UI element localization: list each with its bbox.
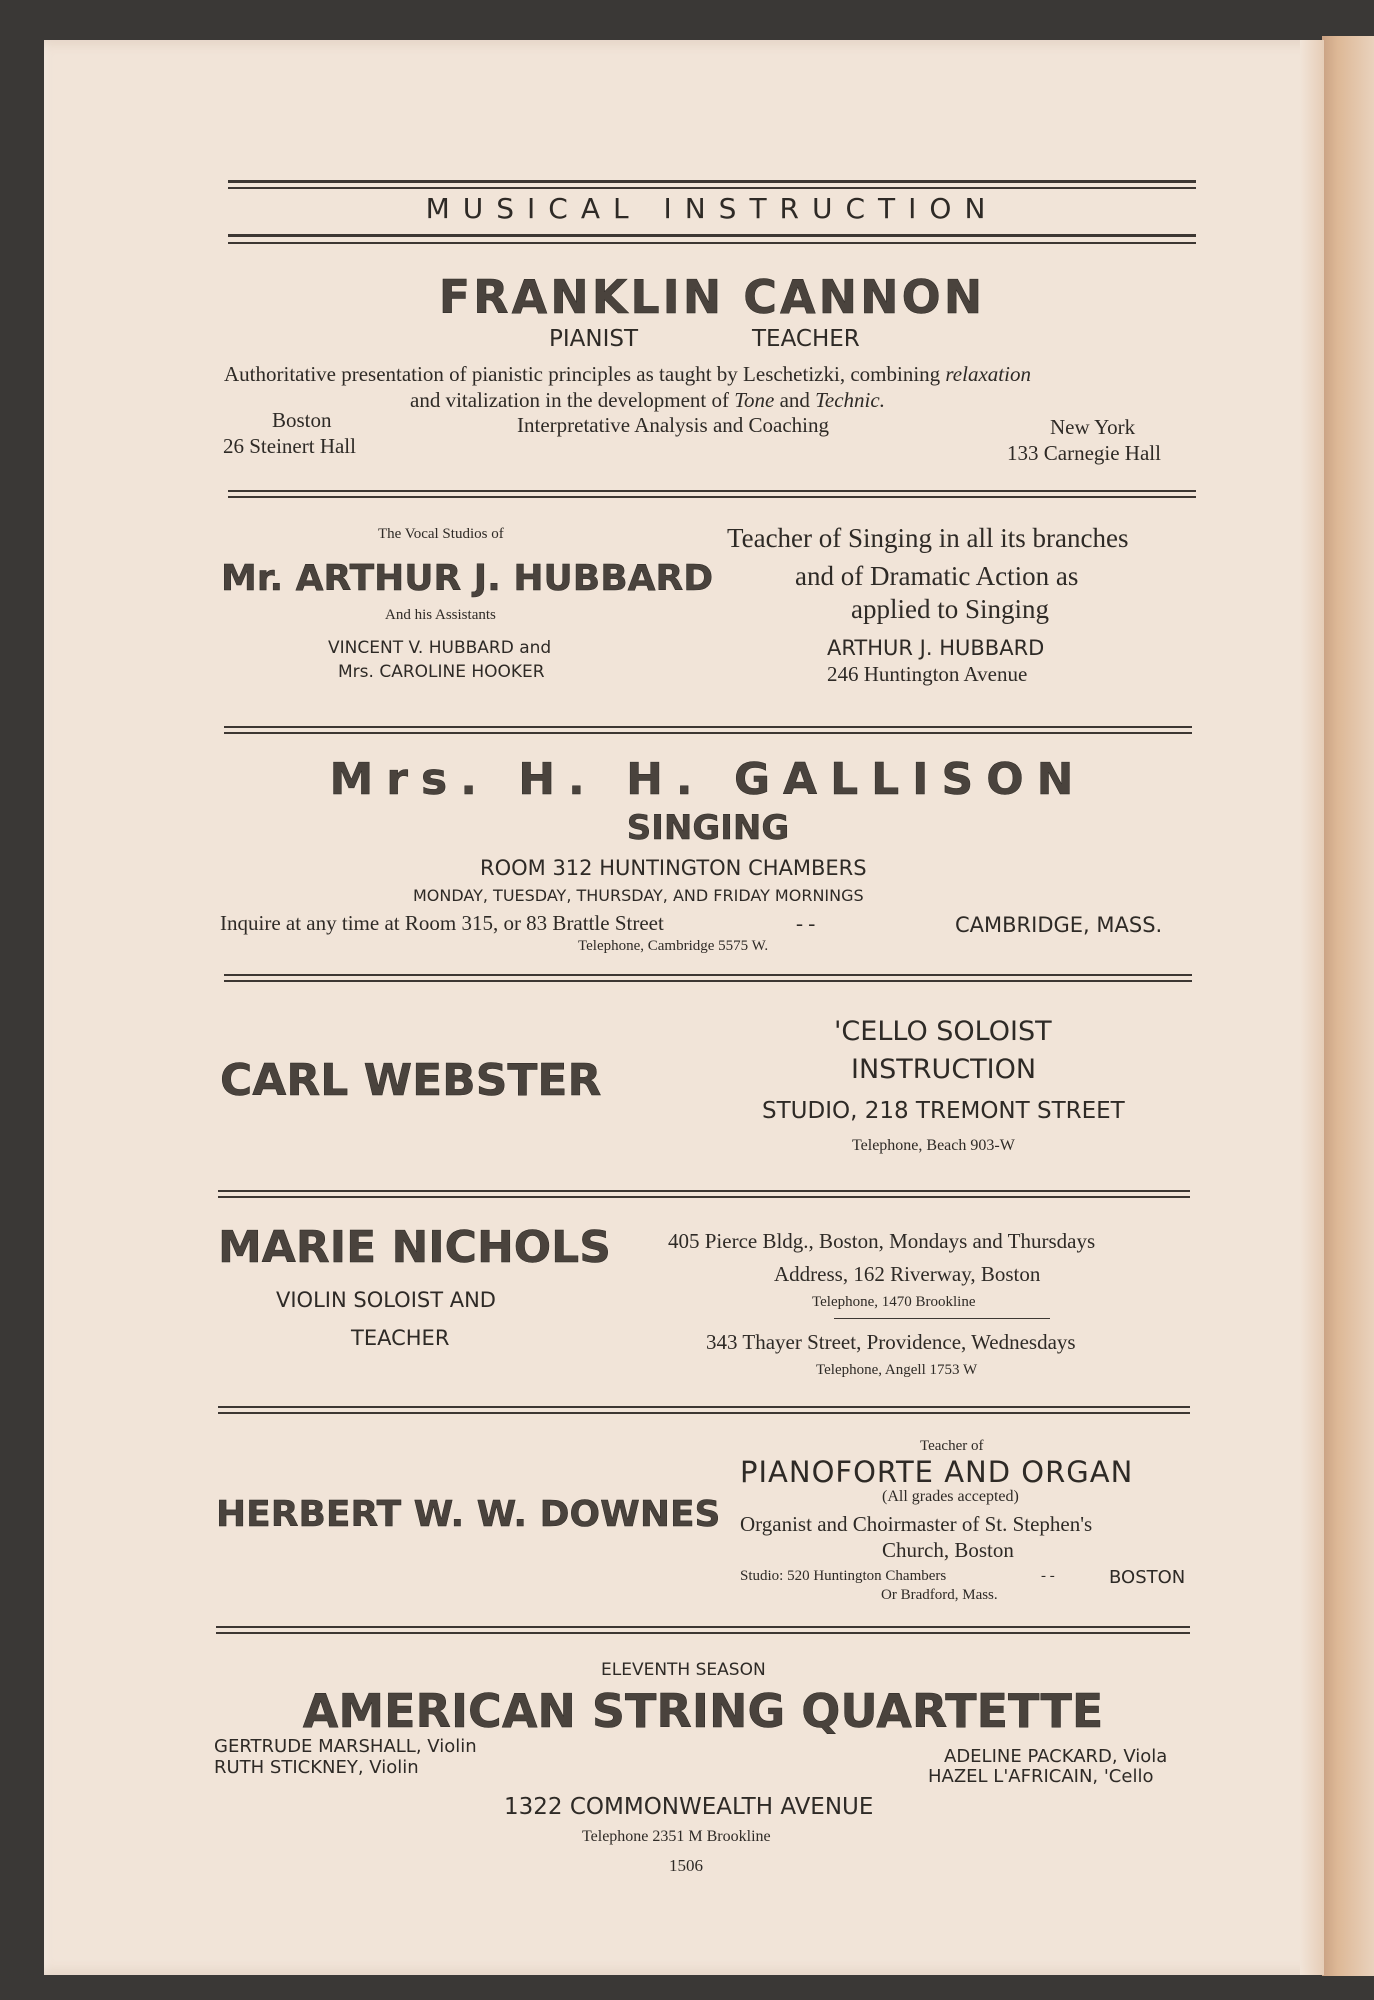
downes-teacher-of: Teacher of: [920, 1438, 984, 1454]
webster-telephone: Telephone, Beach 903-W: [852, 1137, 1015, 1154]
divider-5a: [218, 1406, 1190, 1408]
cannon-desc-text: Authoritative presentation of pianistic principles as taught by Leschetizki, combining: [224, 362, 946, 386]
hubbard-right-name: ARTHUR J. HUBBARD: [827, 636, 1045, 660]
divider-5b: [218, 1412, 1190, 1414]
quartette-name: AMERICAN STRING QUARTETTE: [302, 1684, 1104, 1738]
divider-6a: [216, 1626, 1190, 1628]
header-rule-bottom-1: [228, 234, 1196, 237]
nichols-address-2: Address, 162 Riverway, Boston: [774, 1262, 1041, 1286]
header-rule-top-1: [228, 180, 1196, 183]
hubbard-right-line-2: and of Dramatic Action as: [795, 561, 1079, 591]
gallison-dash: - -: [796, 911, 816, 935]
cannon-desc-and: and: [774, 388, 816, 412]
nichols-telephone-1: Telephone, 1470 Brookline: [812, 1294, 976, 1310]
cannon-description-line-2: [410, 388, 885, 413]
cannon-center-line: Interpretative Analysis and Coaching: [517, 413, 829, 437]
hubbard-right-address: 246 Huntington Avenue: [827, 662, 1028, 686]
nichols-address-3: 343 Thayer Street, Providence, Wednesdays: [706, 1330, 1076, 1354]
divider-2a: [224, 726, 1192, 728]
hubbard-name: Mr. ARTHUR J. HUBBARD: [221, 558, 714, 599]
divider-3b: [224, 980, 1192, 982]
gallison-days: MONDAY, TUESDAY, THURSDAY, AND FRIDAY MORNINGS: [413, 886, 864, 905]
cannon-left-address: 26 Steinert Hall: [223, 434, 356, 458]
hubbard-right-line-3: applied to Singing: [851, 594, 1049, 624]
cannon-role-pianist: PIANIST: [549, 326, 639, 352]
hubbard-right-line-1: Teacher of Singing in all its branches: [727, 523, 1129, 553]
downes-city: BOSTON: [1109, 1567, 1186, 1588]
adjacent-page-edge: [1322, 36, 1374, 1976]
page-number: 1506: [669, 1856, 703, 1875]
gallison-subject: SINGING: [626, 808, 790, 848]
gallison-room: ROOM 312 HUNTINGTON CHAMBERS: [480, 856, 867, 880]
gallison-inquire: Inquire at any time at Room 315, or 83 Brattle Street: [220, 911, 664, 935]
nichols-name: MARIE NICHOLS: [218, 1222, 611, 1273]
webster-line-1: 'CELLO SOLOIST: [834, 1016, 1052, 1047]
quartette-address: 1322 COMMONWEALTH AVENUE: [504, 1794, 874, 1820]
header-rule-bottom-2: [228, 242, 1196, 244]
quartette-member-left-1: GERTRUDE MARSHALL, Violin: [214, 1736, 477, 1757]
downes-grades: (All grades accepted): [882, 1488, 1019, 1505]
page-gutter-shadow: [1300, 40, 1324, 1975]
cannon-name: FRANKLIN CANNON: [438, 270, 986, 324]
cannon-desc-relaxation: relaxation: [945, 362, 1031, 386]
cannon-desc-technic: Technic.: [815, 388, 885, 412]
cannon-right-city: New York: [1050, 415, 1136, 439]
header-rule-top-2: [228, 187, 1196, 189]
page-title: MUSICAL INSTRUCTION: [425, 192, 999, 225]
webster-name: CARL WEBSTER: [220, 1055, 602, 1106]
divider-1a: [228, 490, 1196, 492]
quartette-member-right-2: HAZEL L'AFRICAIN, 'Cello: [928, 1766, 1154, 1787]
downes-bradford: Or Bradford, Mass.: [881, 1587, 998, 1603]
cannon-desc-tone: Tone: [734, 388, 775, 412]
divider-2b: [224, 732, 1192, 734]
cannon-desc-text-2: and vitalization in the development of: [410, 388, 735, 412]
hubbard-intro: The Vocal Studios of: [378, 526, 504, 542]
cannon-description-line-1: [224, 362, 1031, 387]
divider-3a: [224, 974, 1192, 976]
quartette-telephone: Telephone 2351 M Brookline: [582, 1828, 771, 1845]
cannon-role-teacher: TEACHER: [752, 326, 860, 352]
nichols-telephone-2: Telephone, Angell 1753 W: [816, 1362, 978, 1378]
hubbard-assistant-2: Mrs. CAROLINE HOOKER: [338, 662, 545, 682]
nichols-sub-2: TEACHER: [351, 1326, 450, 1350]
divider-4a: [218, 1190, 1190, 1192]
hubbard-assistants-label: And his Assistants: [385, 607, 496, 623]
quartette-member-right-1: ADELINE PACKARD, Viola: [944, 1746, 1168, 1767]
quartette-member-left-2: RUTH STICKNEY, Violin: [214, 1757, 419, 1778]
divider-6b: [216, 1632, 1190, 1634]
divider-4b: [218, 1196, 1190, 1198]
cannon-right-address: 133 Carnegie Hall: [1007, 441, 1161, 465]
downes-studio: Studio: 520 Huntington Chambers: [740, 1568, 947, 1584]
gallison-name: Mrs. H. H. GALLISON: [329, 754, 1087, 805]
divider-1b: [228, 496, 1196, 498]
downes-organist-2: Church, Boston: [882, 1538, 1014, 1562]
webster-studio: STUDIO, 218 TREMONT STREET: [762, 1098, 1125, 1124]
webster-line-2: INSTRUCTION: [851, 1054, 1037, 1085]
nichols-sub-1: VIOLIN SOLOIST AND: [276, 1288, 496, 1312]
nichols-separator: [834, 1318, 1050, 1319]
hubbard-assistant-1: VINCENT V. HUBBARD and: [328, 638, 552, 658]
gallison-city: CAMBRIDGE, MASS.: [955, 913, 1163, 937]
downes-dash: - -: [1041, 1568, 1055, 1584]
downes-organist-1: Organist and Choirmaster of St. Stephen's: [740, 1512, 1093, 1536]
nichols-address-1: 405 Pierce Bldg., Boston, Mondays and Thursdays: [668, 1229, 1096, 1253]
downes-subject: PIANOFORTE AND ORGAN: [740, 1455, 1134, 1489]
cannon-left-city: Boston: [272, 408, 332, 432]
quartette-season: ELEVENTH SEASON: [601, 1660, 766, 1680]
gallison-telephone: Telephone, Cambridge 5575 W.: [578, 938, 769, 954]
downes-name: HERBERT W. W. DOWNES: [216, 1494, 721, 1535]
